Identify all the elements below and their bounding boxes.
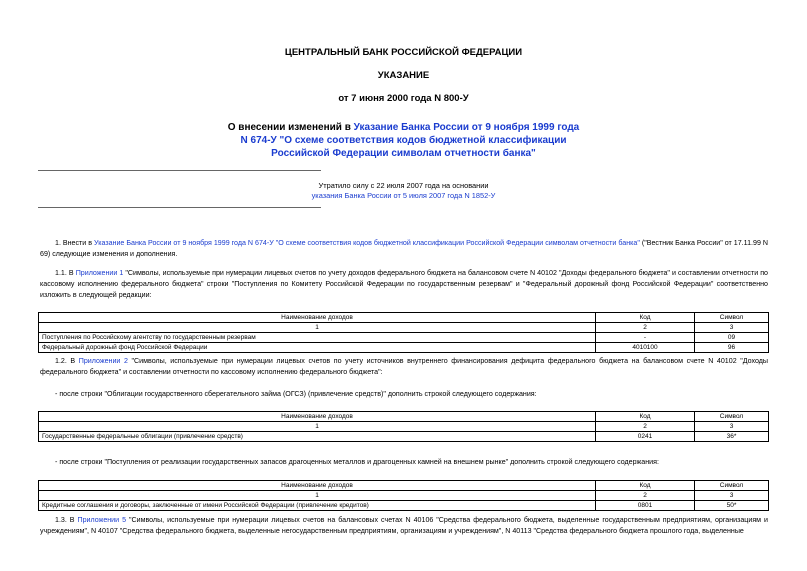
paragraph-1-1 xyxy=(40,268,768,301)
title-link-part3[interactable]: Российской Федерации символам отчетности банка" xyxy=(271,148,536,159)
table-col-number: 3 xyxy=(695,491,769,501)
table-row xyxy=(39,412,769,422)
para1-link[interactable]: Указание Банка России от 9 ноября 1999 года N 674-У "О схеме соответствия кодов бюджетной классификации Российской Федерации символам отчетности банка" xyxy=(94,239,640,247)
table-header-name: Наименование доходов xyxy=(39,313,596,323)
table-cell-symbol: 36* xyxy=(695,432,769,442)
table-header-name: Наименование доходов xyxy=(39,481,596,491)
subpoint-1: - после строки "Облигации государственного сберегательного займа (ОГСЗ) (привлечение средств)" дополнить строкой следующего содержания: xyxy=(55,390,537,398)
table-row xyxy=(39,491,769,501)
table-col-number: 2 xyxy=(596,491,695,501)
table-col-number: 3 xyxy=(695,422,769,432)
status-note-line1: Утратило силу с 22 июля 2007 года на основании xyxy=(318,181,489,190)
document-type: УКАЗАНИЕ xyxy=(377,70,430,81)
table-header-code: Код xyxy=(596,481,695,491)
table-col-number: 2 xyxy=(596,323,695,333)
title-prefix: О внесении изменений в xyxy=(227,122,354,133)
subpoint-2: - после строки "Поступления от реализации государственных запасов драгоценных металлов и драгоценных камней на внешнем рынке" дополнить строкой следующего содержания: xyxy=(55,458,659,466)
para13-pre: 1.3. В xyxy=(55,516,78,524)
table-2 xyxy=(38,411,769,442)
table-cell-symbol: 09 xyxy=(695,333,769,343)
table-row xyxy=(39,481,769,491)
table-header-symbol: Символ xyxy=(695,412,769,422)
table-row xyxy=(39,313,769,323)
table-cell-name: Поступления по Российскому агентству по государственным резервам xyxy=(39,333,596,343)
table-row xyxy=(39,323,769,333)
table-col-number: 2 xyxy=(596,422,695,432)
para1-pre: 1. Внести в xyxy=(55,239,95,247)
table-cell-code: - xyxy=(596,333,695,343)
table-cell-symbol: 50* xyxy=(695,501,769,511)
table-row xyxy=(39,333,769,343)
table-col-number: 1 xyxy=(39,323,596,333)
table-row xyxy=(39,432,769,442)
status-note-link[interactable]: указания Банка России от 5 июля 2007 года N 1852-У xyxy=(311,191,496,200)
paragraph-1-2 xyxy=(40,356,768,378)
title-link-part1[interactable]: Указание Банка России от 9 ноября 1999 года xyxy=(353,122,580,133)
para11-post: "Символы, используемые при нумерации лицевых счетов по учету доходов федерального бюджета на балансовом счете N 40102 "Доходы федерального бюджета" и составлении отчетности по кассовому исполнению федерального бюджета" строки "Поступления по Комитету Российской Федерации по государственным резервам" и "Федеральный дорожный фонд Российской Федерации" соответственно изложить в следующей редакции: xyxy=(40,269,769,299)
para11-link[interactable]: Приложении 1 xyxy=(75,269,124,277)
issuer-org: ЦЕНТРАЛЬНЫЙ БАНК РОССИЙСКОЙ ФЕДЕРАЦИИ xyxy=(284,47,523,58)
table-3 xyxy=(38,480,769,511)
table-header-code: Код xyxy=(596,412,695,422)
para1-post: ("Вестник Банка России" от 17.11.99 N 69) следующие изменения и дополнения. xyxy=(40,239,768,258)
paragraph-1 xyxy=(40,238,768,260)
table-cell-code: 0801 xyxy=(596,501,695,511)
table-header-symbol: Символ xyxy=(695,481,769,491)
title-link-part2[interactable]: N 674-У "О схеме соответствия кодов бюджетной классификации xyxy=(240,135,567,146)
table-col-number: 1 xyxy=(39,422,596,432)
table-row xyxy=(39,501,769,511)
table-col-number: 1 xyxy=(39,491,596,501)
table-header-code: Код xyxy=(596,313,695,323)
para11-pre: 1.1. В xyxy=(55,269,76,277)
table-cell-name: Федеральный дорожный фонд Российской Федерации xyxy=(39,343,596,353)
table-cell-code: 4010100 xyxy=(596,343,695,353)
table-cell-symbol: 96 xyxy=(695,343,769,353)
document-title xyxy=(0,121,807,160)
para12-link[interactable]: Приложении 2 xyxy=(78,357,128,365)
para13-post: "Символы, используемые при нумерации лицевых счетов на балансовых счетах N 40106 "Средства федерального бюджета, выделенные государственным предприятиям, организациям и учреждениям", N 40107 "Средства федерального бюджета, выделенные негосударственным предприятиям, организациям и учреждениям", N 40113 "Средства федерального бюджета прошлого года, выделенные xyxy=(40,516,768,535)
table-row xyxy=(39,343,769,353)
table-header-name: Наименование доходов xyxy=(39,412,596,422)
table-cell-code: 0241 xyxy=(596,432,695,442)
table-cell-name: Государственные федеральные облигации (привлечение средств) xyxy=(39,432,596,442)
divider-top xyxy=(38,170,321,171)
document-date: от 7 июня 2000 года N 800-У xyxy=(338,93,469,104)
table-row xyxy=(39,422,769,432)
para12-post: "Символы, используемые при нумерации лицевых счетов по учету источников внутреннего финансирования дефицита федерального бюджета на балансовом счете N 40102 "Доходы федерального бюджета" и составлении отчетности по кассовому исполнению федерального бюджета": xyxy=(40,357,768,376)
paragraph-1-3 xyxy=(40,515,768,537)
divider-bottom xyxy=(38,207,321,208)
table-cell-name: Кредитные соглашения и договоры, заключенные от имени Российской Федерации (привлечение кредитов) xyxy=(39,501,596,511)
para12-pre: 1.2. В xyxy=(55,357,79,365)
para13-link[interactable]: Приложении 5 xyxy=(77,516,127,524)
table-col-number: 3 xyxy=(695,323,769,333)
table-header-symbol: Символ xyxy=(695,313,769,323)
table-1 xyxy=(38,312,769,353)
